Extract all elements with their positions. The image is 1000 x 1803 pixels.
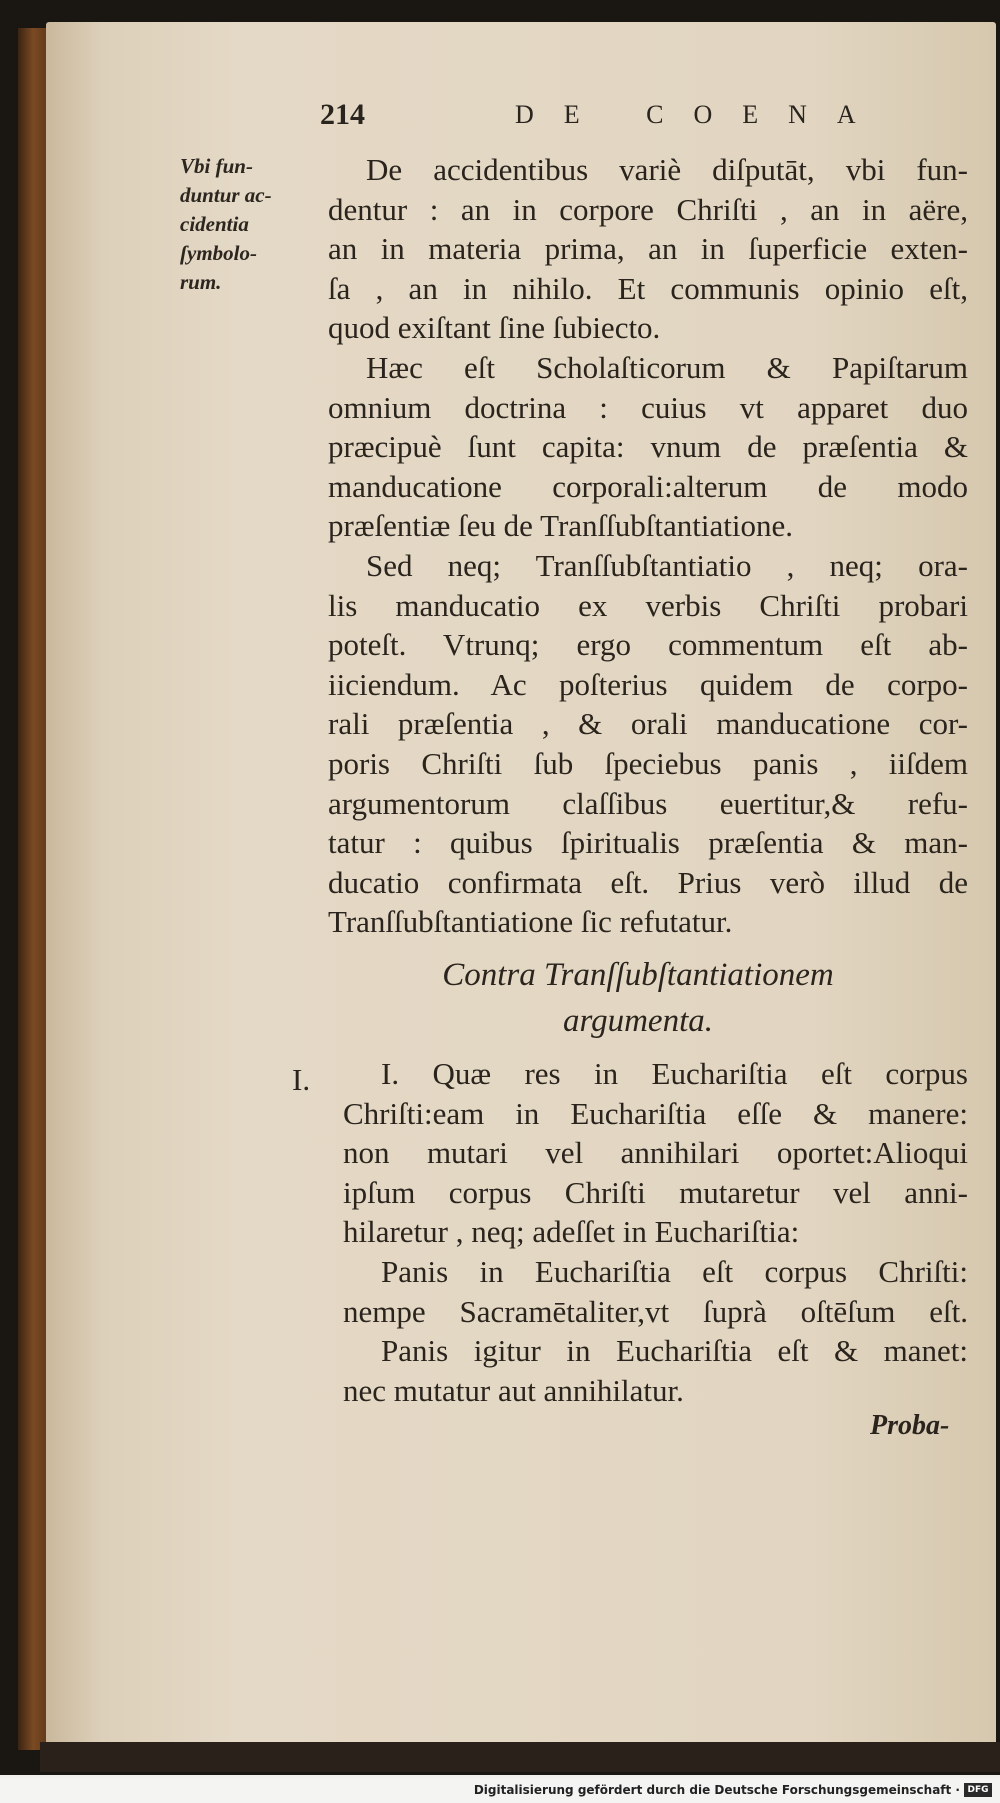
argument-text [343, 1054, 968, 1410]
margin-note [180, 152, 325, 297]
section-heading-line: Contra Tranſſubſtantiationem [442, 957, 834, 993]
body-line: Tranſſubſtantiatione ſic refutatur. [328, 904, 733, 940]
body-line: ſa , an in nihilo. Et communis opinio eſt, [328, 270, 968, 306]
page-header [320, 98, 970, 138]
footer-credit: Digitalisierung gefördert durch die Deutsche Forschungsgemeinschaft · [473, 1783, 960, 1797]
body-line: argumentorum claſſibus euertitur,& refu- [328, 785, 968, 821]
page-number: 214 [320, 98, 365, 131]
argument-line: Panis in Euchariſtia eſt corpus Chriſti: [381, 1253, 968, 1289]
margin-note-line: duntur ac- [180, 183, 272, 207]
body-line: tatur : quibus ſpiritualis præſentia & man- [328, 825, 968, 861]
argument-line: Chriſti:eam in Euchariſtia eſſe & manere: [343, 1095, 968, 1131]
body-line: poteſt. Vtrunq; ergo commentum eſt ab- [328, 627, 968, 663]
body-line: lis manducatio ex verbis Chriſti probari [328, 587, 968, 623]
body-line: manducatione corporali:alterum de modo [328, 468, 968, 504]
argument-numeral: I. [292, 1062, 311, 1097]
body-line: præſentiæ ſeu de Tranſſubſtantiatione. [328, 508, 793, 544]
body-line: omnium doctrina : cuius vt apparet duo [328, 389, 968, 425]
argument-line: ipſum corpus Chriſti mutaretur vel anni- [343, 1174, 968, 1210]
digitization-footer [0, 1778, 1000, 1803]
argument-line: I. Quæ res in Euchariſtia eſt corpus [381, 1056, 968, 1091]
body-line: iiciendum. Ac poſterius quidem de corpo- [328, 666, 968, 702]
margin-note-line: Vbi fun- [180, 154, 253, 178]
body-line: rali præſentia , & orali manducatione cor- [328, 706, 968, 742]
body-line: Sed neq; Tranſſubſtantiatio , neq; ora- [366, 547, 968, 583]
argument-line: Panis igitur in Euchariſtia eſt & manet: [381, 1333, 968, 1369]
argument-line: hilaretur , neq; adeſſet in Euchariſtia: [343, 1214, 800, 1250]
dfg-logo-icon: DFG [964, 1783, 992, 1797]
body-text [328, 150, 968, 942]
margin-note-line: rum. [180, 270, 222, 294]
body-line: De accidentibus variè diſputāt, vbi fun- [366, 152, 968, 187]
body-line: poris Chriſti ſub ſpeciebus panis , iiſdem [328, 745, 968, 781]
running-head: DE COENA [515, 100, 886, 129]
margin-note-line: cidentia [180, 212, 249, 236]
body-line: quod exiſtant ſine ſubiecto. [328, 310, 661, 346]
body-line: an in materia prima, an in ſuperficie exten- [328, 231, 968, 267]
argument-line: nec mutatur aut annihilatur. [343, 1372, 684, 1408]
argument-line: nempe Sacramētaliter,vt ſuprà oſtēſum eſt. [343, 1293, 968, 1329]
catchword: Proba- [870, 1410, 950, 1441]
page-bottom-edge [40, 1742, 1000, 1772]
section-heading [328, 952, 948, 1044]
body-line: ducatio confirmata eſt. Prius verò illud de [328, 864, 968, 900]
body-line: præcipuè ſunt capita: vnum de præſentia & [328, 429, 968, 465]
margin-note-line: ſymbolo- [180, 241, 257, 265]
section-heading-line: argumenta. [562, 1003, 713, 1039]
body-line: Hæc eſt Scholaſticorum & Papiſtarum [366, 349, 968, 385]
body-line: dentur : an in corpore Chriſti , an in aëre, [328, 191, 968, 227]
argument-line: non mutari vel annihilari oportet:Alioqui [343, 1135, 968, 1171]
